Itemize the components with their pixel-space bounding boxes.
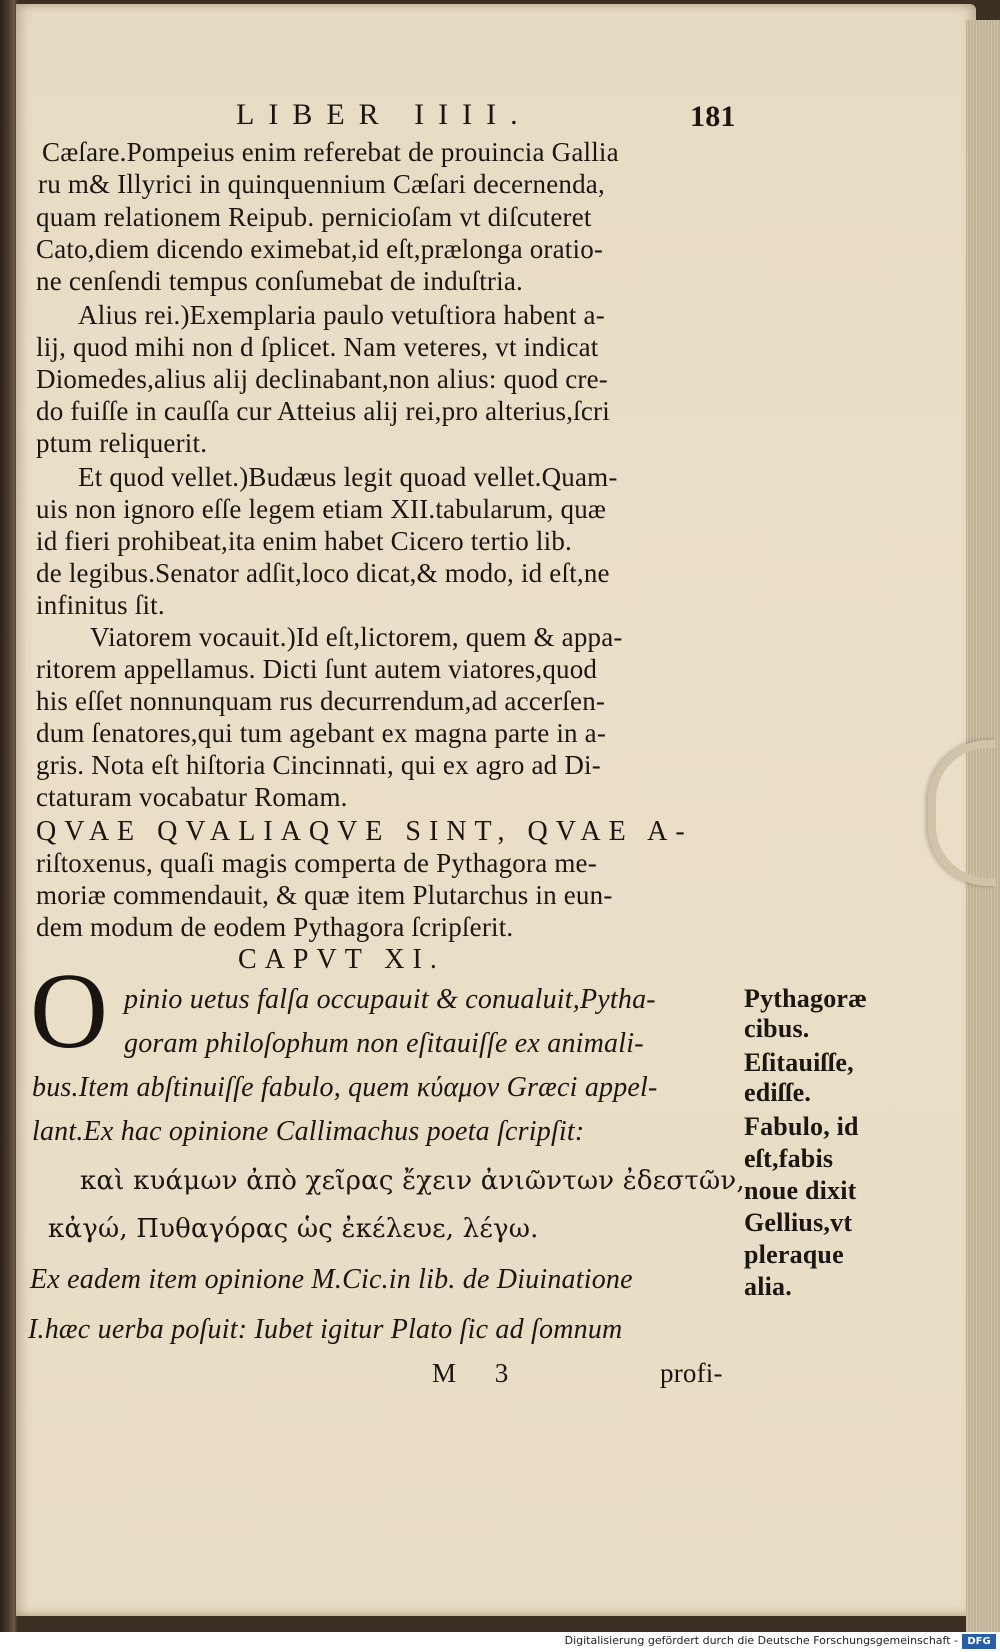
margin-note: Fabulo, id	[744, 1112, 859, 1141]
margin-note: cibus.	[744, 1014, 810, 1043]
text-line: Cato,diem dicendo eximebat,id eſt,prælonga oratio-	[36, 234, 604, 264]
text-line: Ex eadem item opinione M.Cic.in lib. de Diuinatione	[30, 1264, 633, 1295]
text-line: his eſſet nonnunquam rus decurrendum,ad accerſen-	[36, 686, 606, 716]
drop-cap: O	[30, 952, 108, 1071]
text-line: ptum reliquerit.	[36, 428, 208, 458]
text-line: ritorem appellamus. Dicti ſunt autem viatores,quod	[36, 654, 598, 684]
text-line: infinitus ſit.	[36, 590, 165, 620]
text-line: lij, quod mihi non d ſplicet. Nam veteres, vt indicat	[36, 332, 599, 362]
running-header: LIBER IIII.	[236, 98, 532, 131]
summary-line: dem modum de eodem Pythagora ſcripſerit.	[36, 912, 514, 942]
margin-note: Pythagoræ	[744, 984, 868, 1013]
text-line: pinio uetus falſa occupauit & conualuit,Pytha-	[124, 984, 656, 1015]
text-line: Diomedes,alius alij declinabant,non alius: quod cre-	[36, 364, 608, 394]
margin-note: Gellius,vt	[744, 1208, 853, 1237]
text-line: dum ſenatores,qui tum agebant ex magna parte in a-	[36, 718, 607, 748]
signature-mark: M 3	[432, 1358, 525, 1388]
text-line: quam relationem Reipub. pernicioſam vt diſcuteret	[36, 202, 592, 232]
summary-line: moriæ commendauit, & quæ item Plutarchus in eun-	[36, 880, 613, 910]
text-line: ctaturam vocabatur Romam.	[36, 782, 348, 812]
digitization-credit: Digitalisierung gefördert durch die Deutsche Forschungsgemeinschaft -	[564, 1634, 958, 1647]
page-number: 181	[690, 100, 736, 133]
summary-line: QVAE QVALIAQVE SINT, QVAE A-	[36, 816, 693, 847]
text-line: id fieri prohibeat,ita enim habet Cicero tertio lib.	[36, 526, 572, 556]
margin-note: alia.	[744, 1272, 792, 1301]
chapter-heading: CAPVT XI.	[238, 944, 445, 975]
text-line: Alius rei.)Exemplaria paulo vetuſtiora habent a-	[78, 300, 605, 330]
summary-line: riſtoxenus, quaſi magis comperta de Pythagora me-	[36, 848, 597, 878]
text-line: bus.Item abſtinuiſſe fabulo, quem κύαμον Græci appel-	[32, 1072, 658, 1103]
text-line: goram philoſophum non eſitauiſſe ex animali-	[124, 1028, 644, 1059]
text-line: uis non ignoro eſſe legem etiam XII.tabularum, quæ	[36, 494, 607, 524]
text-line: do fuiſſe in cauſſa cur Atteius alij rei,pro alterius,ſcri	[36, 396, 610, 426]
margin-note: ediſſe.	[744, 1078, 812, 1107]
margin-note: Eſitauiſſe,	[744, 1048, 854, 1077]
text-line: ru m& Illyrici in quinquennium Cæſari decernenda,	[38, 169, 605, 199]
text-line: lant.Ex hac opinione Callimachus poeta ſcripſit:	[32, 1116, 585, 1147]
text-line: de legibus.Senator adſit,loco dicat,& modo, id eſt,ne	[36, 558, 610, 588]
text-line: Cæſare.Pompeius enim referebat de prouincia Gallia	[42, 137, 619, 167]
dfg-logo: DFG	[962, 1634, 996, 1649]
text-line: Et quod vellet.)Budæus legit quoad vellet.Quam-	[78, 462, 618, 492]
text-line: gris. Nota eſt hiſtoria Cincinnati, qui ex agro ad Di-	[36, 750, 601, 780]
margin-note: noue dixit	[744, 1176, 857, 1205]
text-line: Viatorem vocauit.)Id eſt,lictorem, quem & appa-	[90, 622, 623, 652]
greek-line: καὶ κυάμων ἀπὸ χεῖρας ἔχειν ἀνιῶντων ἐδεστῶν,	[80, 1166, 745, 1196]
margin-note: eſt,fabis	[744, 1144, 834, 1173]
text-line: ne cenſendi tempus conſumebat de induſtria.	[36, 266, 523, 296]
margin-note: pleraque	[744, 1240, 844, 1269]
text-line: I.hæc uerba poſuit: Iubet igitur Plato ſic ad ſomnum	[28, 1314, 623, 1345]
greek-line: κἀγώ, Πυθαγόρας ὡς ἐκέλευε, λέγω.	[48, 1214, 539, 1244]
catchword: profi-	[660, 1358, 723, 1388]
